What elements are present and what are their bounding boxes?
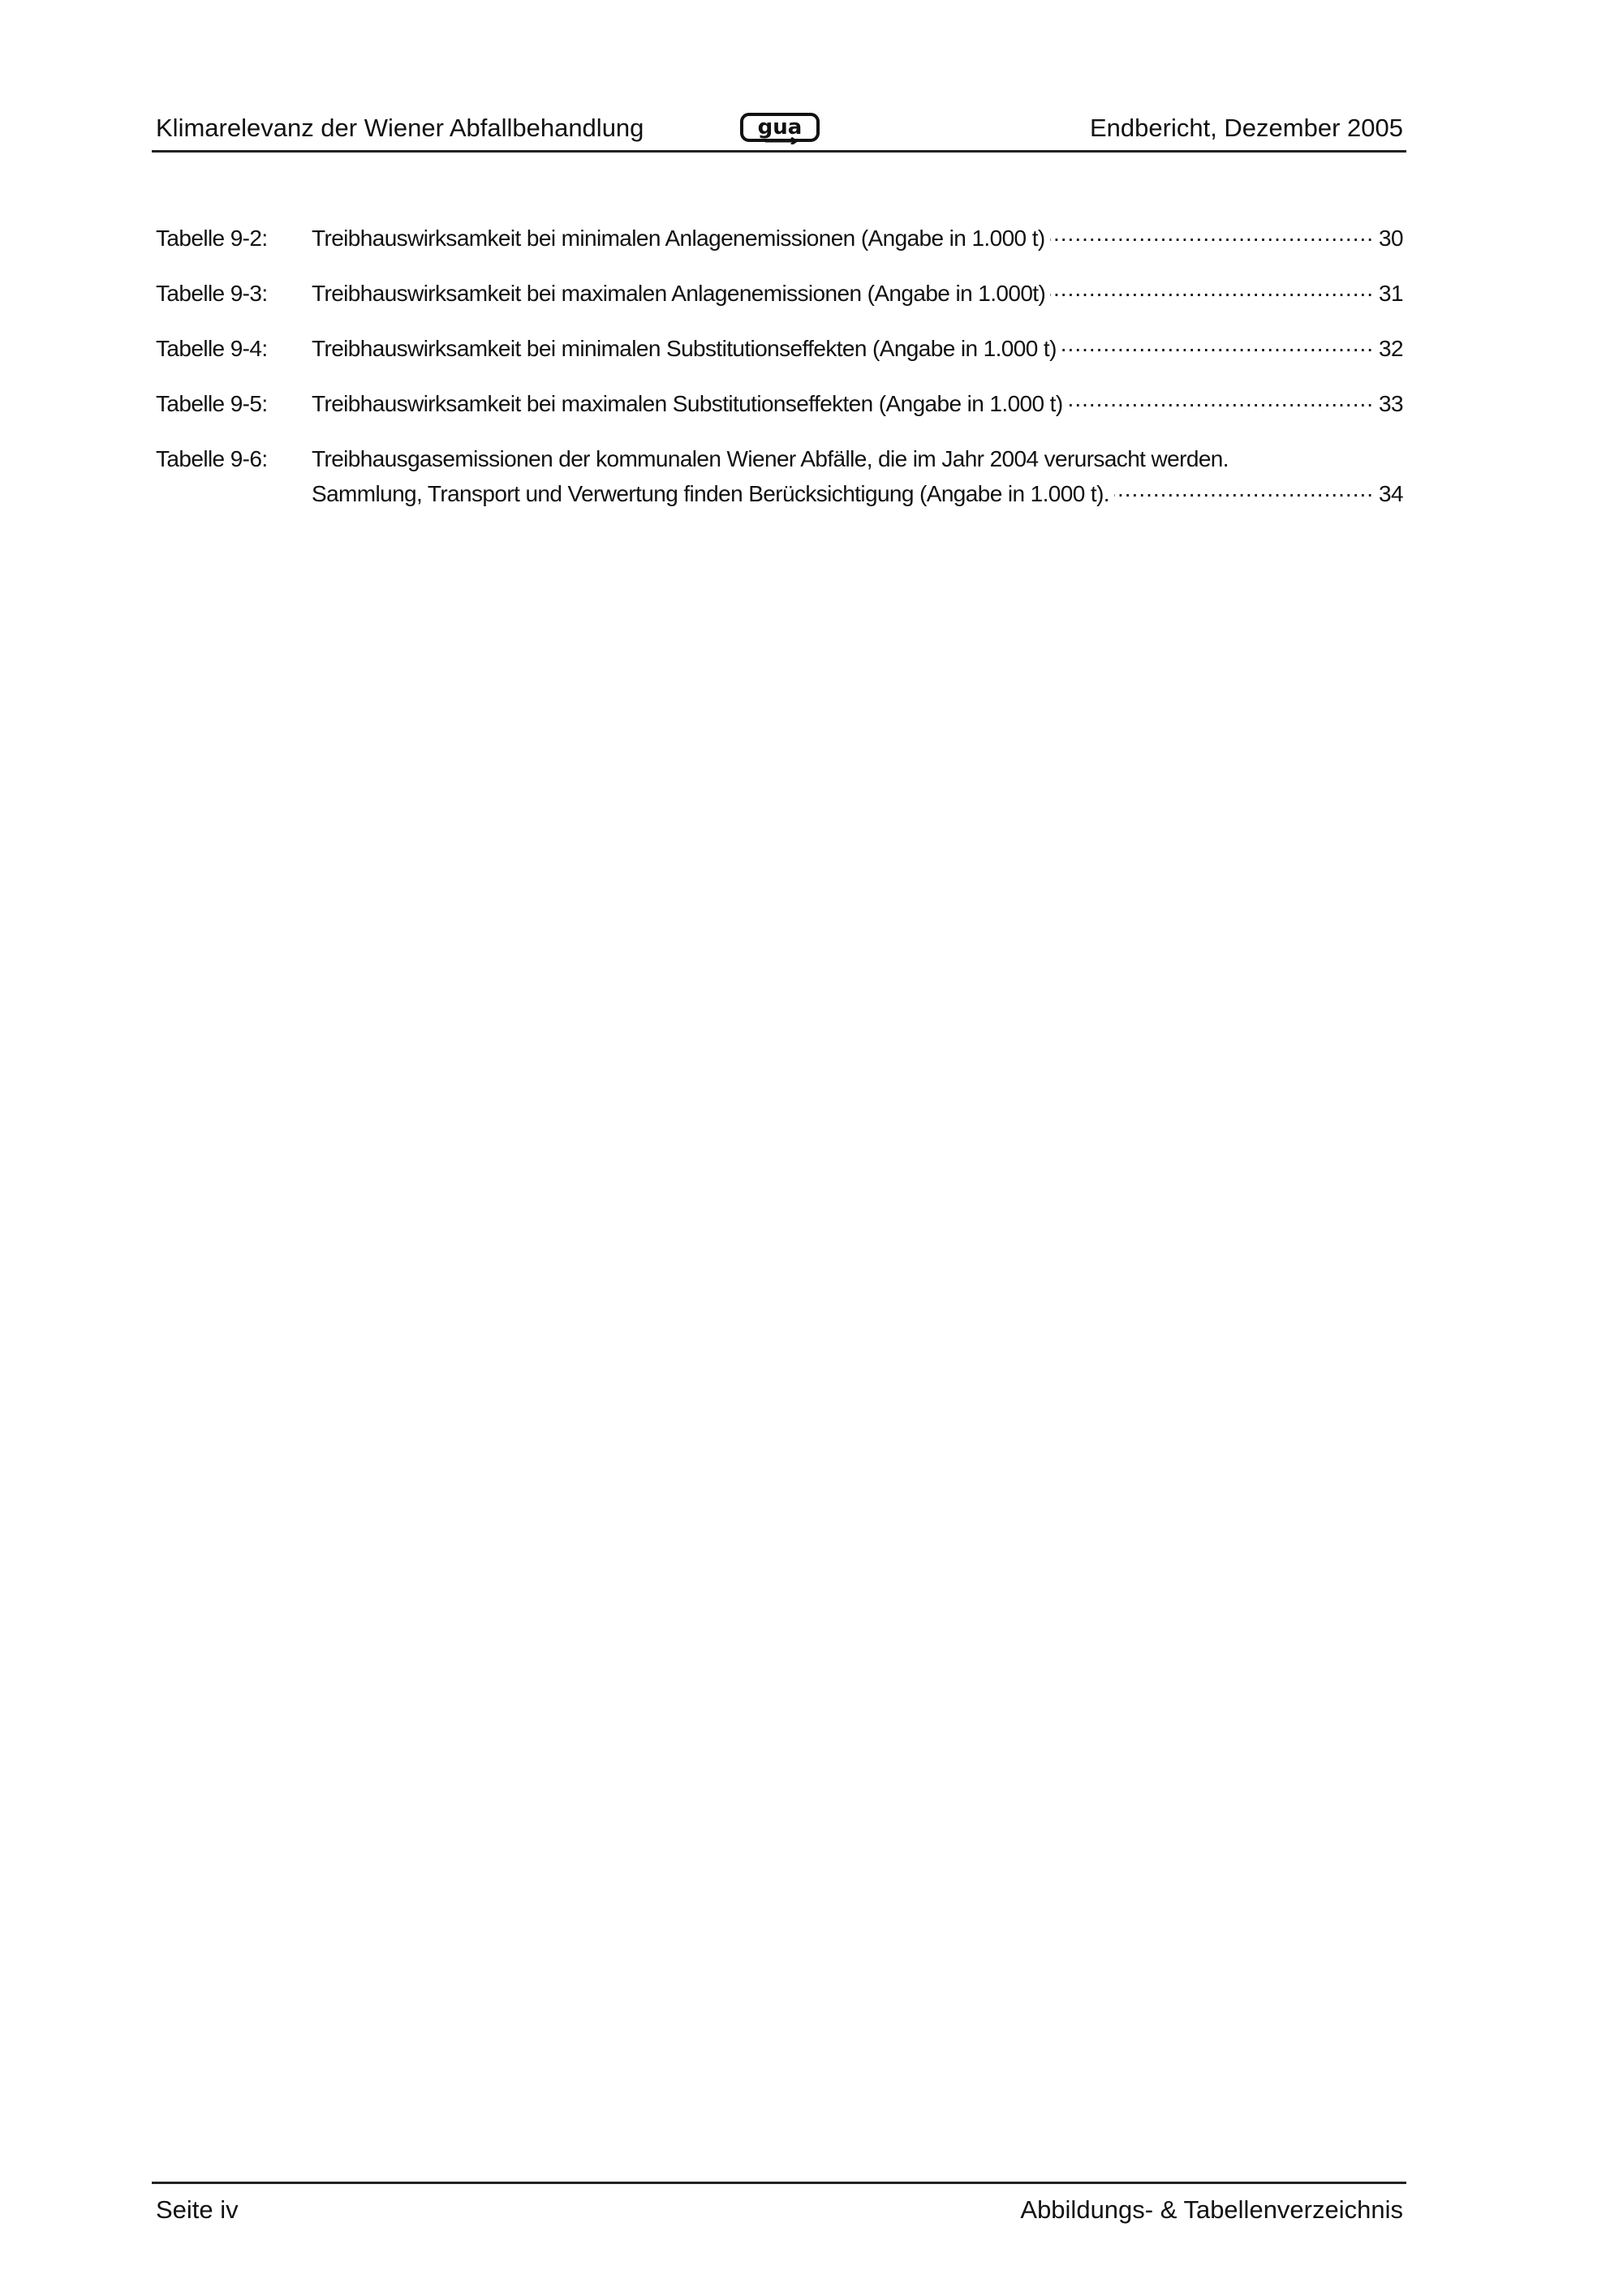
toc-entry-line [312,476,1403,511]
report-date: Endbericht, Dezember 2005 [1089,114,1403,142]
toc-entry-line [312,276,1403,311]
toc-entry[interactable] [156,221,1403,256]
toc-entry-label: Tabelle 9-2: [156,226,268,251]
toc-entry-title: Treibhauswirksamkeit bei maximalen Substitutionseffekten (Angabe in 1.000 t) [312,391,1063,416]
gua-logo [739,112,820,144]
toc-entry-line [312,331,1403,366]
toc-dot-leader [1050,278,1374,301]
gua-logo-text: gua [757,115,803,140]
toc-dot-leader [1061,333,1374,356]
toc-entry-line [312,221,1403,256]
toc-entry-body [312,386,1403,421]
toc-entry[interactable] [156,386,1403,421]
toc-page-number: 30 [1379,226,1403,251]
toc-entry-label: Tabelle 9-5: [156,391,268,416]
toc-entry-title: Treibhauswirksamkeit bei minimalen Anlagenemissionen (Angabe in 1.000 t) [312,226,1045,251]
table-of-tables [156,221,1403,531]
toc-page-number: 32 [1379,336,1403,361]
toc-page-number: 34 [1379,481,1403,506]
toc-entry-body [312,221,1403,256]
toc-entry-title: Treibhausgasemissionen der kommunalen Wiener Abfälle, die im Jahr 2004 verursacht werden. [312,446,1229,471]
toc-dot-leader [1068,389,1374,411]
toc-page-number: 33 [1379,391,1403,416]
toc-entry-label: Tabelle 9-3: [156,281,268,306]
toc-entry-label: Tabelle 9-4: [156,336,268,361]
toc-entry-title: Treibhauswirksamkeit bei maximalen Anlagenemissionen (Angabe in 1.000t) [312,281,1046,306]
toc-entry-body [312,331,1403,366]
page-number: Seite iv [156,2195,239,2224]
toc-dot-leader [1050,223,1374,246]
toc-entry-title: Treibhauswirksamkeit bei minimalen Substitutionseffekten (Angabe in 1.000 t) [312,336,1057,361]
toc-entry-label: Tabelle 9-6: [156,446,268,471]
toc-entry[interactable] [156,331,1403,366]
document-title: Klimarelevanz der Wiener Abfallbehandlung [156,114,644,142]
toc-entry[interactable] [156,276,1403,311]
toc-entry-body [312,441,1403,511]
toc-entry[interactable] [156,441,1403,511]
page-footer [152,2182,1406,2232]
toc-entry-line [312,441,1403,476]
toc-entry-body [312,276,1403,311]
toc-entry-line [312,386,1403,421]
section-title: Abbildungs- & Tabellenverzeichnis [1020,2195,1403,2224]
toc-dot-leader [1114,479,1374,501]
toc-entry-title: Sammlung, Transport und Verwertung finden Berücksichtigung (Angabe in 1.000 t). [312,481,1109,506]
page-header [152,104,1406,153]
toc-page-number: 31 [1379,281,1403,306]
